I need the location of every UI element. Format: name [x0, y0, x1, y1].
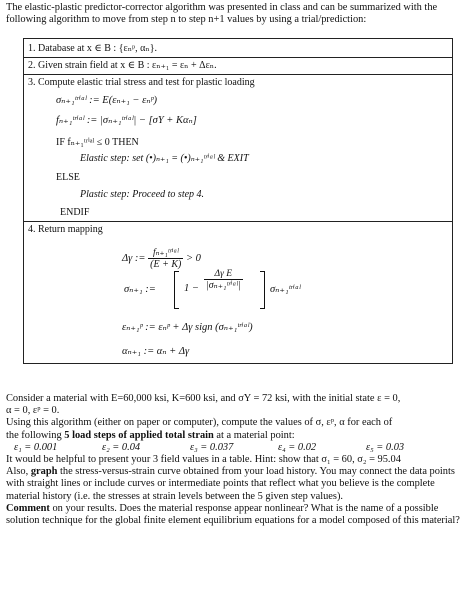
stress-denominator: |σₙ₊₁ᵗʳⁱᵃˡ| — [206, 280, 241, 291]
dgamma-rhs: > 0 — [185, 252, 201, 264]
elastic-step: Elastic step: set (•)ₙ₊₁ = (•)ₙ₊₁ᵗʳⁱᵃˡ & EXIT — [80, 153, 249, 164]
graph-pre: Also, — [6, 466, 31, 478]
intro-paragraph: The elastic-plastic predictor-corrector algorithm was presented in class and can be summarized with the following algorithm to move from step n to step n+1 values by using a trial/prediction: — [6, 2, 438, 26]
dgamma-lhs: Δγ := — [122, 252, 146, 264]
divider — [24, 74, 452, 75]
stress-fraction — [204, 269, 243, 291]
endif-keyword: ENDIF — [60, 207, 90, 218]
graph-bold: graph — [30, 466, 58, 478]
stress-update-lhs: σₙ₊₁ := — [124, 284, 156, 295]
trial-stress-eq: σₙ₊₁ᵗʳⁱᵃˡ := E(εₙ₊₁ − εₙᵖ) — [56, 95, 157, 106]
strain-values-row — [14, 442, 454, 454]
dgamma-eq — [122, 247, 201, 270]
comment-post: on your results. Does the material response appear nonlinear? What is the name of a possible solution technique for the global finite element equilibrium equations for a model composed of this material? — [6, 502, 460, 527]
step-2-strain-field: 2. Given strain field at x ∈ B : εₙ₊₁ = εₙ + Δεₙ. — [28, 60, 217, 71]
else-keyword: ELSE — [56, 172, 80, 183]
step-3-trial-stress: 3. Compute elastic trial stress and test for plastic loading — [28, 77, 255, 88]
hint-line: It would be helpful to present your 3 field values in a table. Hint: show that σ₁ = 60, σ₂ = 95.04 — [6, 454, 401, 466]
plastic-strain-update-eq: εₙ₊₁ᵖ := εₙᵖ + Δγ sign (σₙ₊₁ᵗʳⁱᵃˡ) — [122, 322, 253, 333]
divider — [24, 57, 452, 58]
stress-update-one: 1 − — [184, 283, 199, 294]
task-line: Using this algorithm (either on paper or computer), compute the values of σ, εᵖ, α for each of — [6, 417, 393, 429]
if-condition: IF fₙ₊₁ᵗʳⁱᵃˡ ≤ 0 THEN — [56, 137, 139, 148]
load-steps-line — [6, 430, 468, 442]
right-bracket — [260, 271, 265, 309]
divider — [24, 221, 452, 222]
material-props-line: Consider a material with E=60,000 ksi, K=600 ksi, and σY = 72 ksi, with the initial state ε = 0, — [6, 393, 401, 404]
step-1-database: 1. Database at x ∈ B : {εₙᵖ, αₙ}. — [28, 43, 158, 54]
load-steps-pre: the following — [6, 429, 65, 441]
strain-1: ε₁ = 0.001 — [14, 441, 58, 453]
left-bracket — [174, 271, 179, 309]
strain-5: ε₅ = 0.03 — [366, 441, 405, 453]
hardening-update-eq: αₙ₊₁ := αₙ + Δγ — [122, 346, 190, 357]
strain-2: ε₂ = 0.04 — [102, 441, 141, 453]
problem-statement — [6, 393, 468, 527]
stress-update-rhs: σₙ₊₁ᵗʳⁱᵃˡ — [270, 284, 301, 295]
load-steps-post: at a material point: — [213, 429, 295, 441]
strain-3: ε₃ = 0.037 — [190, 441, 234, 453]
graph-paragraph — [6, 466, 468, 503]
initial-state-line: α = 0, εᵖ = 0. — [6, 405, 60, 417]
trial-yield-eq: fₙ₊₁ᵗʳⁱᵃˡ := |σₙ₊₁ᵗʳⁱᵃˡ| − [σY + Kαₙ] — [56, 115, 197, 126]
load-steps-bold: 5 load steps of applied total strain — [64, 429, 214, 441]
graph-post: the stress-versus-strain curve obtained from your load history. You may connect the data points with straight lines or include curves or intermediate points that reflect what you believe is the complete material history (i.e. the stresses at strain levels between the 5 given step values). — [6, 466, 455, 502]
dgamma-numerator: fₙ₊₁ᵗʳⁱᵃˡ — [148, 247, 183, 259]
stress-numerator: Δγ E — [204, 269, 243, 280]
stress-update-fraction — [204, 269, 243, 291]
dgamma-denominator: (E + K) — [150, 259, 182, 270]
step-4-return-mapping: 4. Return mapping — [28, 224, 103, 235]
plastic-step: Plastic step: Proceed to step 4. — [80, 189, 205, 200]
dgamma-fraction — [148, 247, 183, 270]
comment-paragraph — [6, 503, 468, 527]
comment-bold: Comment — [6, 502, 50, 514]
strain-4: ε₄ = 0.02 — [278, 441, 317, 453]
algorithm-box — [23, 38, 453, 364]
